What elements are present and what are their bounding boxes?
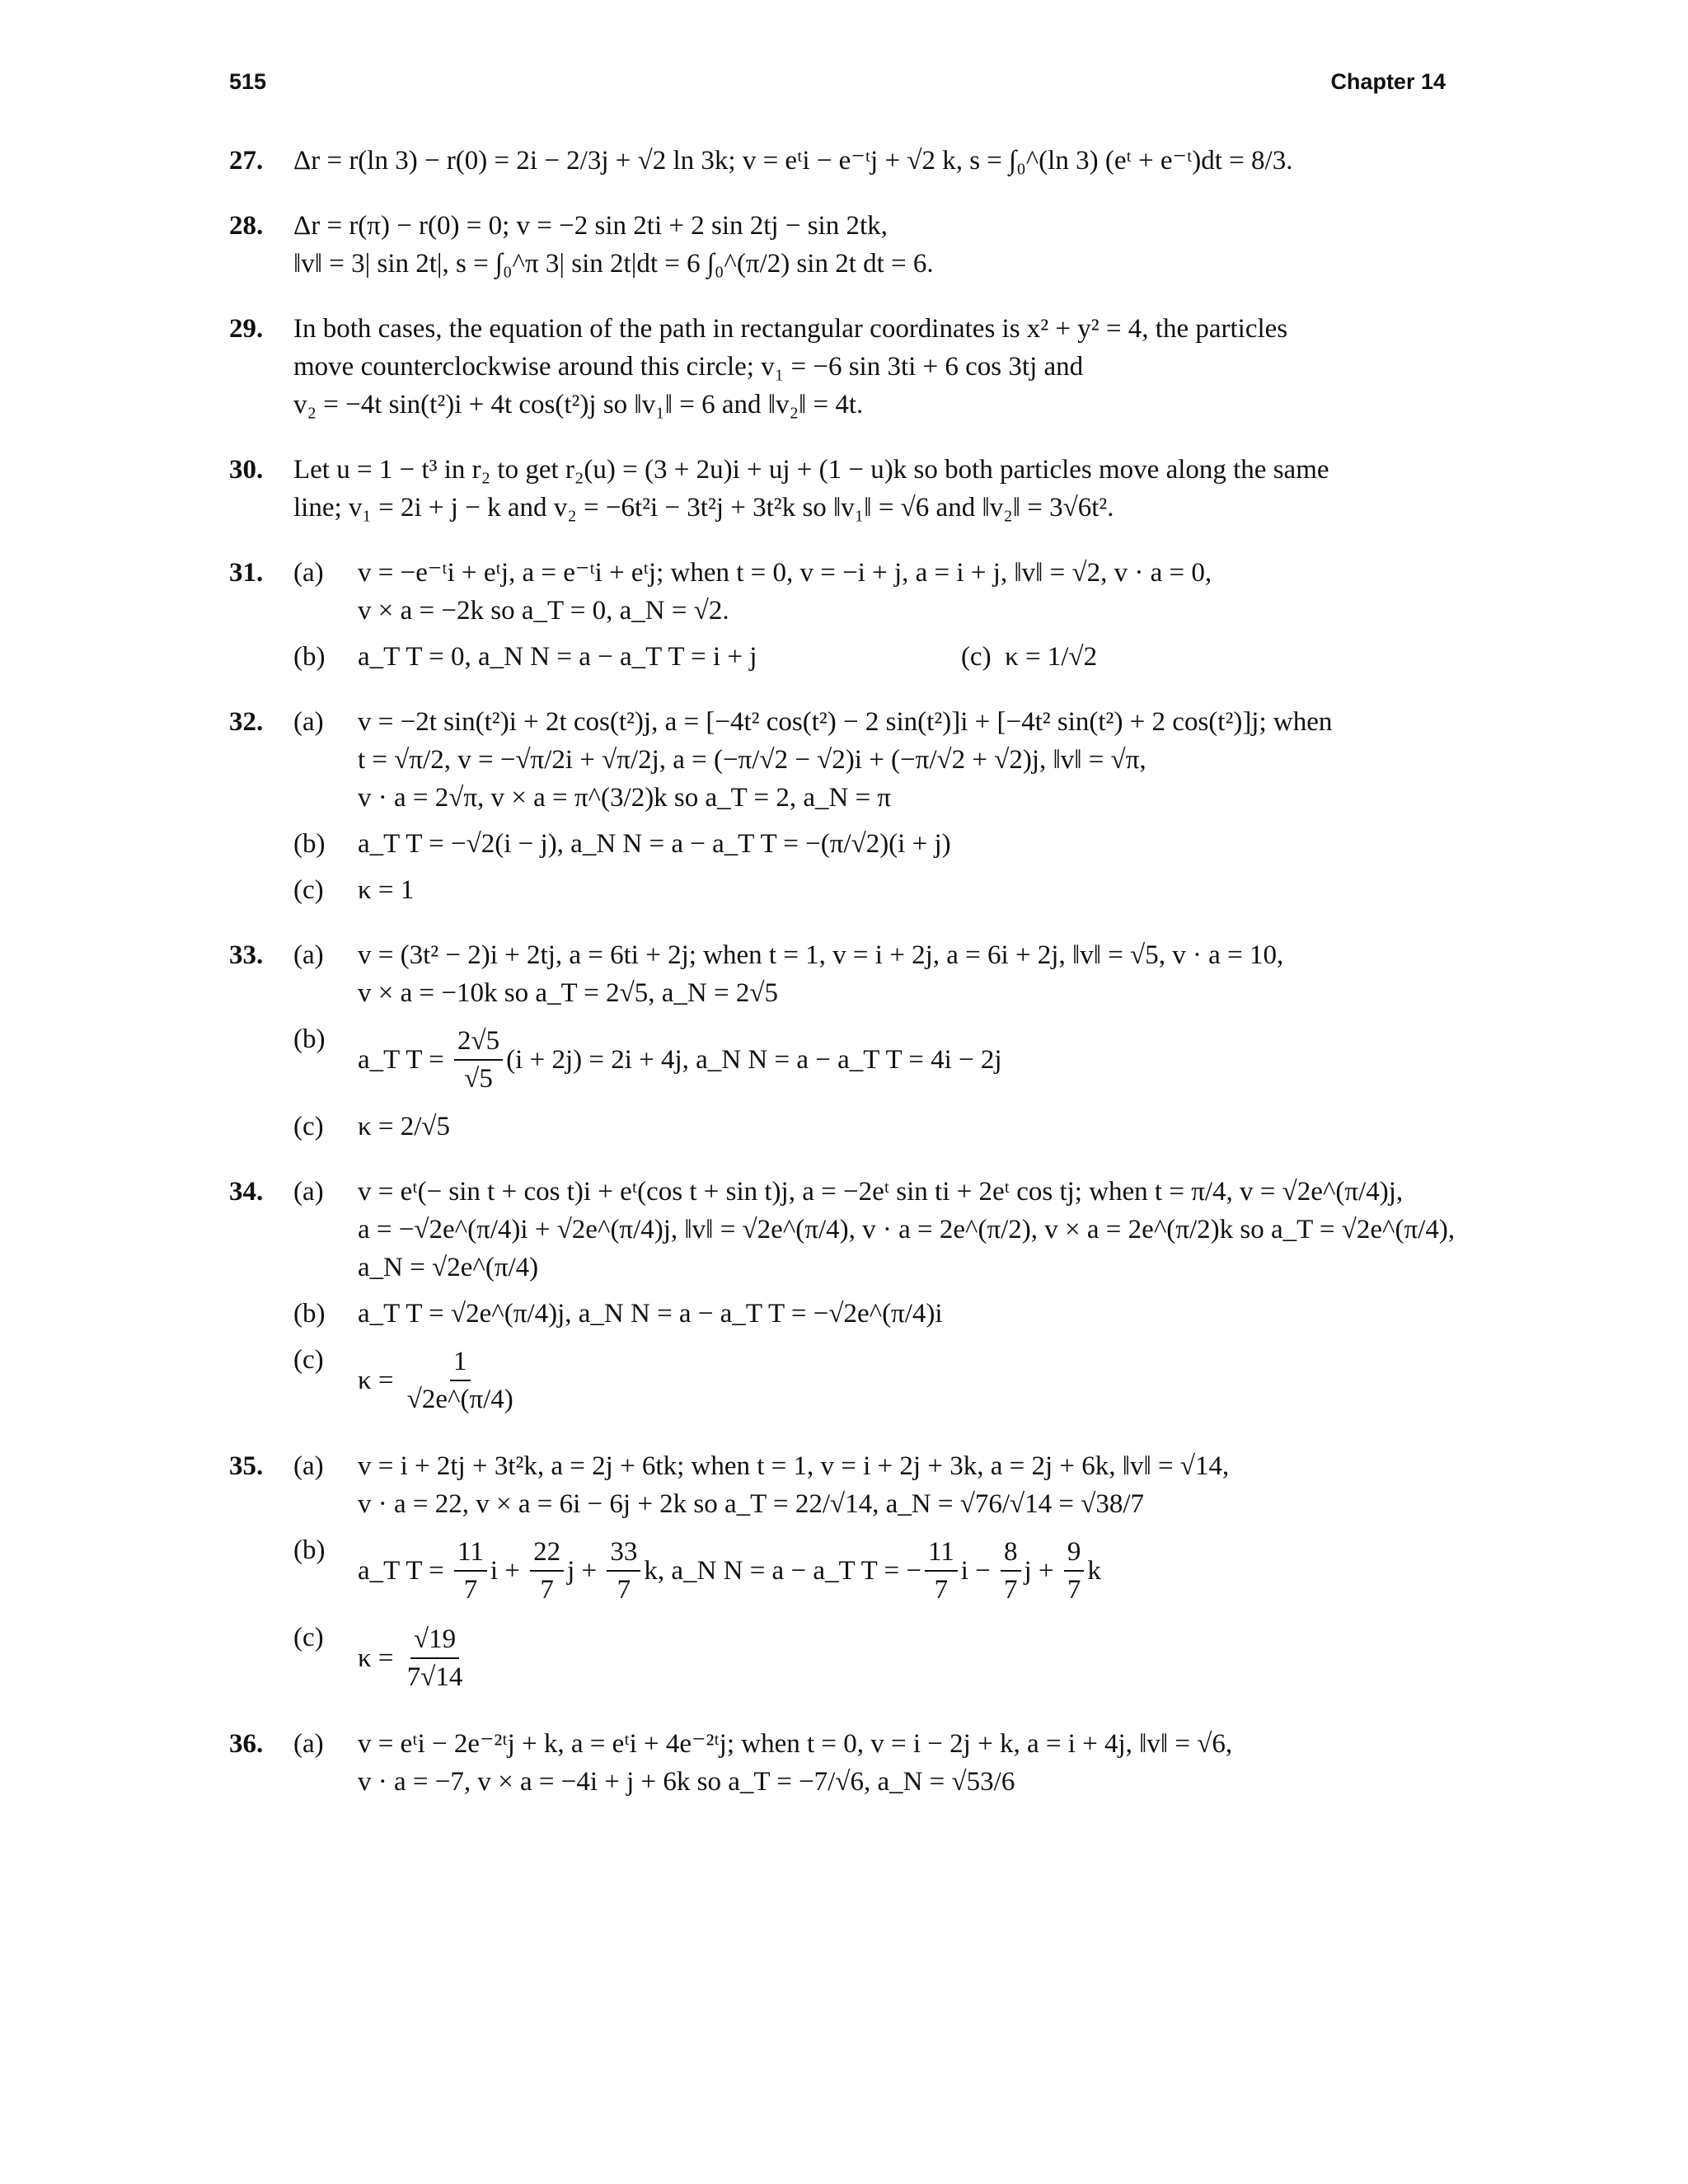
problem-30 [229, 451, 1446, 527]
fraction [607, 1535, 640, 1606]
problem-part [293, 1108, 1446, 1146]
problem-part [293, 871, 1446, 909]
problem-part [293, 1341, 1446, 1420]
solution-line [358, 1341, 1446, 1420]
expression-text: k [1087, 1556, 1101, 1586]
problem-part [293, 1619, 1446, 1698]
solution-line: κ = 2/√5 [358, 1112, 451, 1141]
problem-part [293, 1173, 1456, 1286]
expression-text: κ = [358, 1643, 401, 1673]
part-label: (a) [293, 1177, 324, 1207]
fraction [454, 1535, 487, 1606]
problem-part [293, 554, 1446, 630]
part-label: (b) [293, 1535, 326, 1565]
problem-part [293, 638, 1446, 676]
part-label: (c) [293, 1112, 324, 1141]
solution-line: move counterclockwise around this circle; v₁ = −6 sin 3ti + 6 cos 3tj and [293, 352, 1084, 382]
expression-text: i + [490, 1556, 528, 1586]
solution-line: a_T T = −√2(i − j), a_N N = a − a_T T = −(π/√2)(i + j) [358, 829, 951, 859]
solution-line: In both cases, the equation of the path in rectangular coordinates is x² + y² = 4, the particles [293, 314, 1288, 344]
fraction-numerator: 1 [450, 1345, 471, 1381]
solution-line: t = √π/2, v = −√π/2i + √π/2j, a = (−π/√2 − √2)i + (−π/√2 + √2)j, ‖v‖ = √π, [358, 745, 1146, 775]
fraction-numerator: 8 [1001, 1535, 1021, 1572]
part-label: (a) [293, 558, 324, 588]
solution-line: a_T T = 0, a_N N = a − a_T T = i + j (c) κ = 1/√2 [358, 642, 1098, 672]
solution-line: v = eᵗi − 2e⁻²ᵗj + k, a = eᵗi + 4e⁻²ᵗj; when t = 0, v = i − 2j + k, a = i + 4j, ‖v‖ = √6, [358, 1729, 1233, 1759]
solution-line: κ = 1 [358, 875, 415, 905]
expression-text: k, a_N N = a − a_T T = − [644, 1556, 921, 1586]
expression-text: κ = [358, 1366, 401, 1395]
problem-29 [229, 310, 1446, 424]
problem-number: 32. [229, 707, 264, 737]
problem-part [293, 1447, 1446, 1523]
solution-line: a_T T = √2e^(π/4)j, a_N N = a − a_T T = −√2e^(π/4)i [358, 1299, 943, 1329]
problem-36 [229, 1725, 1446, 1801]
part-label: (c) [293, 1623, 324, 1652]
part-label: (c) [293, 875, 324, 905]
problem-part [293, 1531, 1446, 1610]
expression-text: (i + 2j) = 2i + 4j, a_N N = a − a_T T = 4i − 2j [506, 1045, 1002, 1075]
fraction [404, 1345, 517, 1416]
problem-34 [229, 1173, 1456, 1420]
solution-line: v = (3t² − 2)i + 2tj, a = 6ti + 2j; when t = 1, v = i + 2j, a = 6i + 2j, ‖v‖ = √5, v · a = 10, [358, 940, 1284, 970]
fraction-denominator: 7√14 [406, 1662, 463, 1692]
fraction [454, 1024, 503, 1095]
fraction-numerator: √19 [410, 1623, 459, 1659]
part-label: (b) [293, 642, 326, 672]
problem-35 [229, 1447, 1446, 1698]
problem-28 [229, 207, 1446, 283]
fraction-numerator: 33 [607, 1535, 640, 1572]
solution-line: a = −√2e^(π/4)i + √2e^(π/4)j, ‖v‖ = √2e^(π/4), v · a = 2e^(π/2), v × a = 2e^(π/2)k so a_T = √2e^(π/4), [358, 1215, 1456, 1244]
fraction-numerator: 9 [1064, 1535, 1085, 1572]
problem-number: 29. [229, 314, 264, 344]
solution-line: Let u = 1 − t³ in r₂ to get r₂(u) = (3 + 2u)i + uj + (1 − u)k so both particles move along the same [293, 455, 1329, 485]
solution-line: v · a = 2√π, v × a = π^(3/2)k so a_T = 2, a_N = π [358, 783, 892, 813]
problem-part [293, 825, 1446, 863]
problem-number: 36. [229, 1729, 264, 1759]
fraction-denominator: 7 [463, 1575, 478, 1605]
solution-line: v = eᵗ(− sin t + cos t)i + eᵗ(cos t + sin t)j, a = −2eᵗ sin ti + 2eᵗ cos tj; when t = π/4, v = √2e^(π/4)j, [358, 1177, 1404, 1207]
chapter-title: Chapter 14 [1330, 69, 1446, 94]
fraction-denominator: 7 [934, 1575, 949, 1605]
fraction [404, 1623, 467, 1694]
fraction-denominator: 7 [540, 1575, 554, 1605]
expression-text: j + [1024, 1556, 1061, 1586]
fraction-numerator: 22 [530, 1535, 564, 1572]
part-label: (b) [293, 1299, 326, 1329]
problem-part [293, 1020, 1446, 1099]
fraction-denominator: √2e^(π/4) [406, 1385, 513, 1414]
part-label: (c) [293, 1345, 324, 1375]
solution-line [358, 1531, 1446, 1610]
solution-line: a_N = √2e^(π/4) [358, 1253, 539, 1282]
fraction-numerator: 2√5 [454, 1024, 503, 1061]
expression-text: i − [960, 1556, 998, 1586]
expression-text: a_T T = [358, 1045, 452, 1075]
part-label: (a) [293, 1729, 324, 1759]
fraction-denominator: 7 [617, 1575, 631, 1605]
problem-32 [229, 703, 1446, 909]
expression-text: j + [567, 1556, 604, 1586]
problem-31 [229, 554, 1446, 676]
solution-line: Δr = r(π) − r(0) = 0; v = −2 sin 2ti + 2 sin 2tj − sin 2tk, [293, 211, 888, 241]
problem-number: 27. [229, 146, 264, 176]
solution-line: v₂ = −4t sin(t²)i + 4t cos(t²)j so ‖v₁‖ = 6 and ‖v₂‖ = 4t. [293, 390, 864, 419]
part-label: (a) [293, 1451, 324, 1481]
fraction-numerator: 11 [925, 1535, 958, 1572]
solution-line: ‖v‖ = 3| sin 2t|, s = ∫₀^π 3| sin 2t|dt = 6 ∫₀^(π/2) sin 2t dt = 6. [293, 249, 934, 279]
part-label: (b) [293, 1024, 326, 1054]
problem-33 [229, 936, 1446, 1146]
fraction [530, 1535, 564, 1606]
problem-number: 28. [229, 211, 264, 241]
problem-27 [229, 142, 1446, 180]
solution-line: v · a = 22, v × a = 6i − 6j + 2k so a_T = 22/√14, a_N = √76/√14 = √38/7 [358, 1489, 1144, 1519]
part-label: (a) [293, 707, 324, 737]
problem-number: 31. [229, 558, 264, 588]
problem-part [293, 703, 1446, 817]
fraction [1064, 1535, 1085, 1606]
solution-line: v · a = −7, v × a = −4i + j + 6k so a_T = −7/√6, a_N = √53/6 [358, 1767, 1015, 1797]
part-label: (a) [293, 940, 324, 970]
solution-line [358, 1020, 1446, 1099]
solution-line [358, 1619, 1446, 1698]
problem-number: 35. [229, 1451, 264, 1481]
fraction-denominator: 7 [1004, 1575, 1018, 1605]
problem-number: 33. [229, 940, 264, 970]
problem-number: 34. [229, 1177, 264, 1207]
fraction-denominator: √5 [464, 1064, 493, 1094]
solution-line: v = −e⁻ᵗi + eᵗj, a = e⁻ᵗi + eᵗj; when t = 0, v = −i + j, a = i + j, ‖v‖ = √2, v · a = 0, [358, 558, 1212, 588]
problem-part [293, 1725, 1446, 1801]
fraction [1001, 1535, 1021, 1606]
solution-line: Δr = r(ln 3) − r(0) = 2i − 2/3j + √2 ln 3k; v = eᵗi − e⁻ᵗj + √2 k, s = ∫₀^(ln 3) (eᵗ + e⁻ᵗ)dt = 8/3. [293, 146, 1293, 176]
solution-line: v = i + 2tj + 3t²k, a = 2j + 6tk; when t = 1, v = i + 2j + 3k, a = 2j + 6k, ‖v‖ = √14, [358, 1451, 1230, 1481]
page-header [229, 69, 1446, 102]
solutions-body [229, 142, 1456, 1828]
expression-text: a_T T = [358, 1556, 452, 1586]
problem-part [293, 936, 1446, 1012]
part-label: (b) [293, 829, 326, 859]
solution-line: v × a = −10k so a_T = 2√5, a_N = 2√5 [358, 978, 778, 1008]
problem-number: 30. [229, 455, 264, 485]
fraction-numerator: 11 [454, 1535, 487, 1572]
problem-part [293, 1295, 1446, 1333]
solution-line: v × a = −2k so a_T = 0, a_N = √2. [358, 596, 729, 626]
solution-line: line; v₁ = 2i + j − k and v₂ = −6t²i − 3t²j + 3t²k so ‖v₁‖ = √6 and ‖v₂‖ = 3√6t². [293, 493, 1114, 523]
solution-line: v = −2t sin(t²)i + 2t cos(t²)j, a = [−4t² cos(t²) − 2 sin(t²)]i + [−4t² sin(t²) + 2 cos(t²)]j; when [358, 707, 1333, 737]
fraction [925, 1535, 958, 1606]
fraction-denominator: 7 [1067, 1575, 1081, 1605]
page-number: 515 [229, 69, 267, 94]
